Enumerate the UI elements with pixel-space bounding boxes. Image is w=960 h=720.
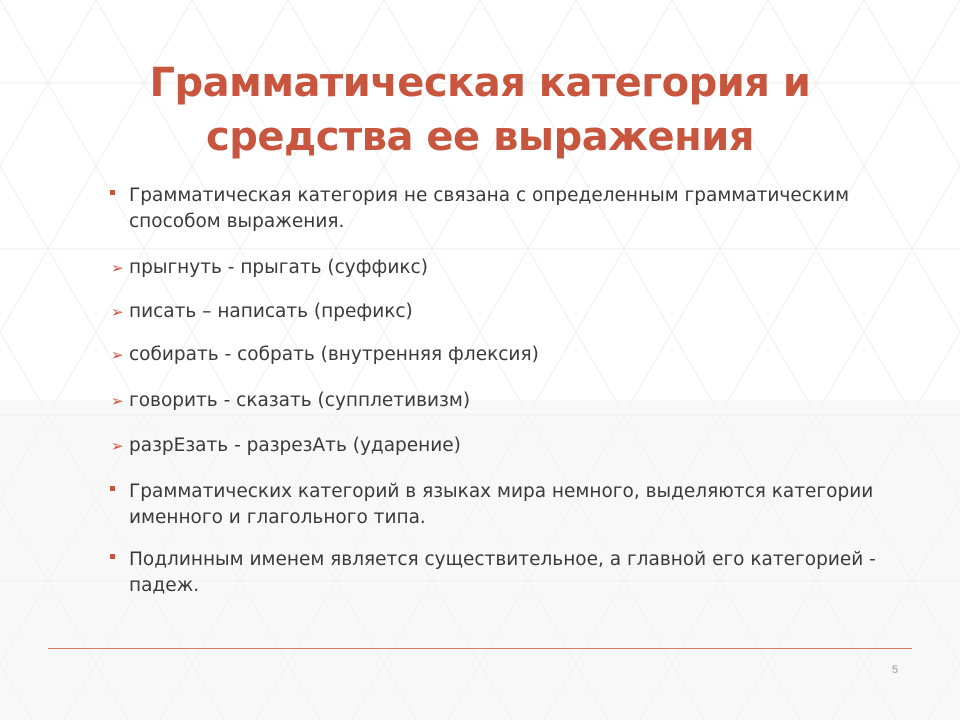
arrow-bullet-icon: ➢ [111,346,124,364]
arrow-bullet-icon: ➢ [111,392,124,410]
arrow-bullet-icon: ➢ [111,437,124,455]
list-item-text: Грамматических категорий в языках мира немного, выделяются категории именного и глагольного типа. [129,481,874,528]
list-item-text: собирать - собрать (внутренняя флексия) [129,344,539,365]
arrow-bullet-icon: ➢ [111,303,124,321]
list-item-text: разрЕзать - разрезАть (ударение) [129,435,461,456]
list-item-text: писать – написать (префикс) [129,301,413,322]
page-number: 5 [891,664,899,676]
arrow-bullet-icon: ➢ [111,259,124,277]
list-item [110,342,880,368]
square-bullet-icon [110,190,115,195]
list-item [110,388,880,414]
slide-title: Грамматическая категория и средства ее выражения [149,60,811,160]
list-item-text: говорить - сказать (супплетивизм) [129,390,471,411]
list-item [110,299,880,325]
list-item [110,547,880,599]
footer-divider [48,648,912,649]
list-item-text: прыгнуть - прыгать (суффикс) [129,257,428,278]
list-item [110,433,880,459]
list-item-text: Подлинным именем является существительное, а главной его категорией - падеж. [129,549,876,596]
square-bullet-icon [110,554,115,559]
list-item [110,479,880,531]
square-bullet-icon [110,486,115,491]
list-item-text: Грамматическая категория не связана с определенным грамматическим способом выражения. [129,185,850,232]
list-item [110,183,880,235]
list-item [110,255,880,281]
